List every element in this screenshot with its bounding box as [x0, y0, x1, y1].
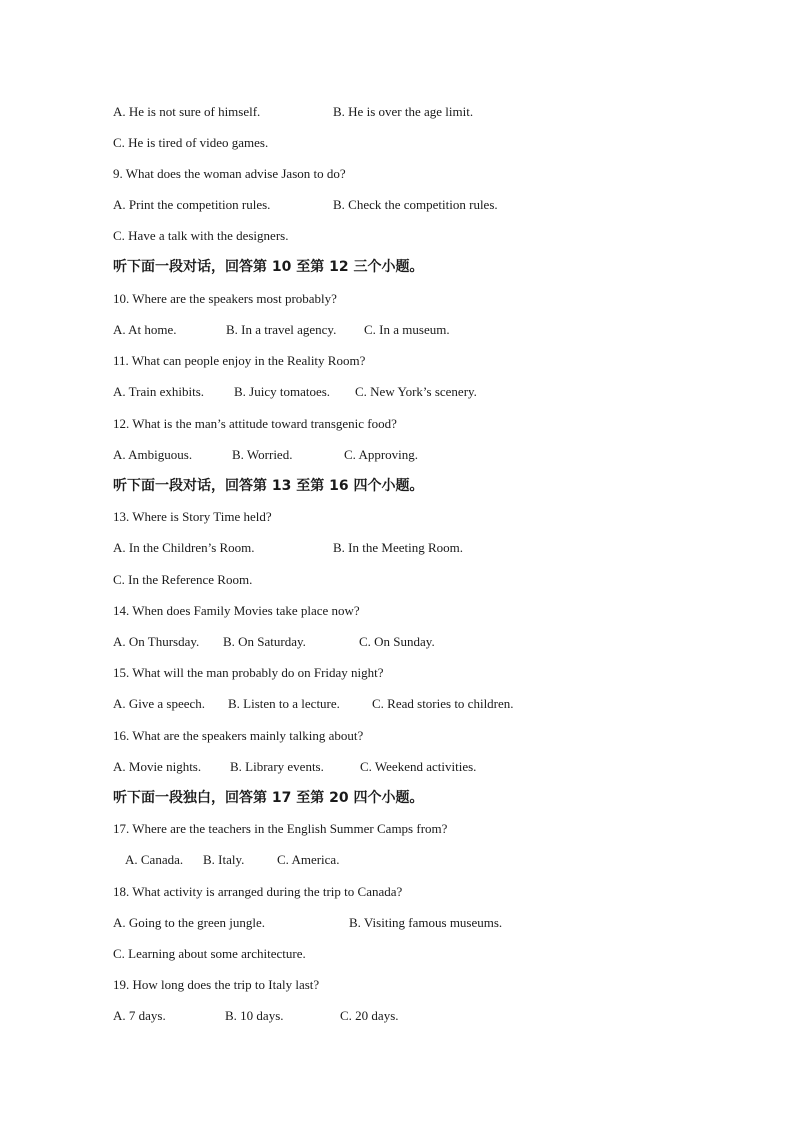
section-heading-10-12: 听下面一段对话，回答第 10 至第 12 三个小题。 [113, 259, 424, 275]
q12-option-a: A. Ambiguous. [113, 447, 193, 462]
q10-option-c: C. In a museum. [364, 322, 450, 337]
q19-question: 19. How long does the trip to Italy last? [113, 977, 320, 992]
q15-option-b: B. Listen to a lecture. [228, 696, 340, 711]
q9-question: 9. What does the woman advise Jason to do? [113, 166, 346, 181]
q14-question: 14. When does Family Movies take place now? [113, 603, 360, 618]
q18-option-b: B. Visiting famous museums. [349, 915, 503, 930]
q15-option-a: A. Give a speech. [113, 696, 206, 711]
q8-option-b: B. He is over the age limit. [333, 104, 474, 119]
q11-option-b: B. Juicy tomatoes. [234, 384, 331, 399]
q8-option-a: A. He is not sure of himself. [113, 104, 261, 119]
q19-option-a: A. 7 days. [113, 1008, 166, 1023]
q17-option-a: A. Canada. [125, 852, 184, 867]
q18-question: 18. What activity is arranged during the trip to Canada? [113, 884, 403, 899]
q10-option-b: B. In a travel agency. [226, 322, 337, 337]
q15-option-c: C. Read stories to children. [372, 696, 514, 711]
q19-option-c: C. 20 days. [340, 1008, 399, 1023]
q17-question: 17. Where are the teachers in the English Summer Camps from? [113, 821, 448, 836]
q18-option-a: A. Going to the green jungle. [113, 915, 265, 930]
q9-option-b: B. Check the competition rules. [333, 197, 498, 212]
q12-question: 12. What is the man’s attitude toward transgenic food? [113, 416, 397, 431]
q14-option-b: B. On Saturday. [223, 634, 306, 649]
q10-question: 10. Where are the speakers most probably? [113, 291, 337, 306]
q16-option-c: C. Weekend activities. [360, 759, 477, 774]
q8-option-c: C. He is tired of video games. [113, 135, 269, 150]
q13-option-c: C. In the Reference Room. [113, 572, 253, 587]
q13-question: 13. Where is Story Time held? [113, 509, 272, 524]
q11-option-a: A. Train exhibits. [113, 384, 205, 399]
q13-option-a: A. In the Children’s Room. [113, 540, 255, 555]
q10-option-a: A. At home. [113, 322, 177, 337]
q16-option-b: B. Library events. [230, 759, 324, 774]
q11-question: 11. What can people enjoy in the Reality Room? [113, 353, 366, 368]
q16-option-a: A. Movie nights. [113, 759, 202, 774]
q9-option-a: A. Print the competition rules. [113, 197, 271, 212]
q17-option-b: B. Italy. [203, 852, 245, 867]
q17-option-c: C. America. [277, 852, 340, 867]
q19-option-b: B. 10 days. [225, 1008, 284, 1023]
q18-option-c: C. Learning about some architecture. [113, 946, 306, 961]
q9-option-c: C. Have a talk with the designers. [113, 228, 289, 243]
section-heading-17-20: 听下面一段独白，回答第 17 至第 20 四个小题。 [113, 790, 424, 806]
q12-option-b: B. Worried. [232, 447, 293, 462]
q15-question: 15. What will the man probably do on Friday night? [113, 665, 384, 680]
section-heading-13-16: 听下面一段对话，回答第 13 至第 16 四个小题。 [113, 478, 424, 494]
q13-option-b: B. In the Meeting Room. [333, 540, 463, 555]
q14-option-a: A. On Thursday. [113, 634, 200, 649]
q14-option-c: C. On Sunday. [359, 634, 435, 649]
q12-option-c: C. Approving. [344, 447, 419, 462]
q11-option-c: C. New York’s scenery. [355, 384, 477, 399]
q16-question: 16. What are the speakers mainly talking about? [113, 728, 364, 743]
